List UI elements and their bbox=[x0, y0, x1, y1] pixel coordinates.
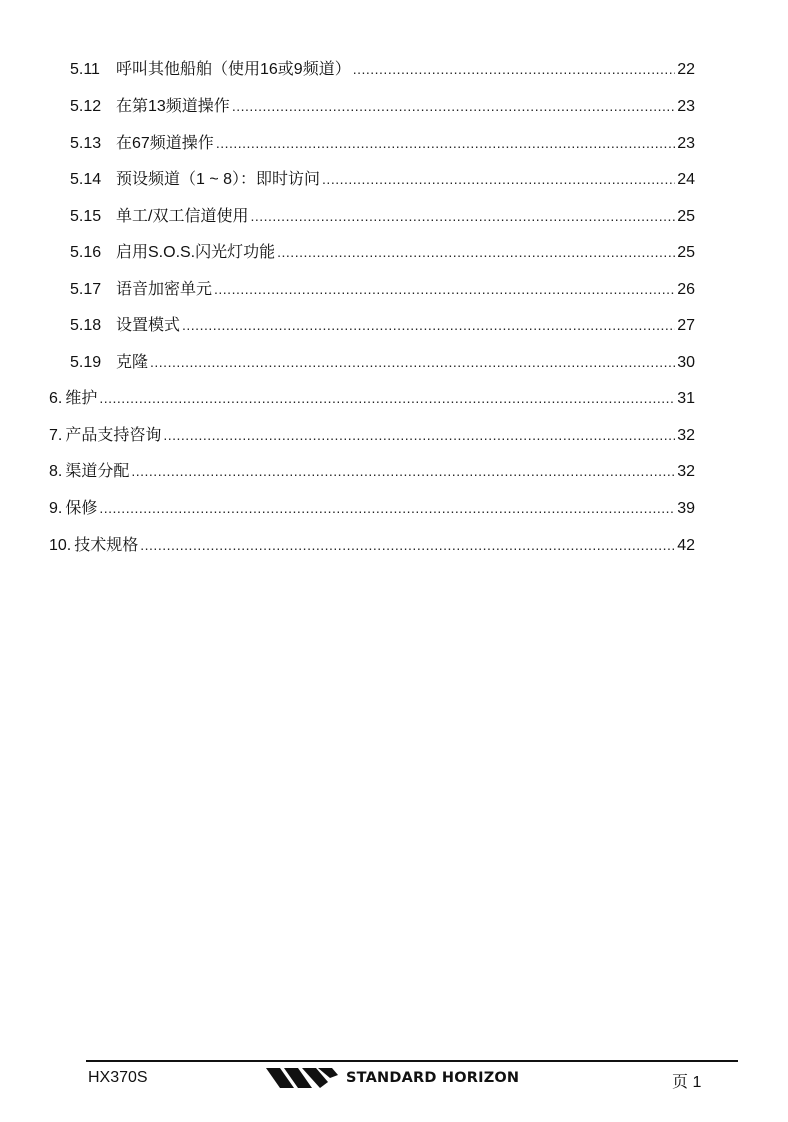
toc-number: 5.12 bbox=[70, 98, 102, 115]
toc-leader-dots bbox=[150, 349, 675, 375]
toc-leader-dots bbox=[131, 458, 675, 484]
toc-title: 在67频道操作 bbox=[116, 135, 214, 152]
toc-leader-dots bbox=[250, 203, 675, 229]
toc-page-number: 30 bbox=[677, 354, 695, 371]
toc-entry[interactable] bbox=[49, 495, 695, 521]
toc-page-number: 23 bbox=[677, 135, 695, 152]
toc-page-number: 24 bbox=[677, 171, 695, 188]
toc-page-number: 26 bbox=[677, 281, 695, 298]
toc-number: 7. bbox=[49, 427, 63, 444]
toc-leader-dots bbox=[99, 385, 675, 411]
toc-leader-dots bbox=[163, 422, 675, 448]
toc-title: 单工/双工信道使用 bbox=[116, 208, 249, 225]
toc-entry[interactable] bbox=[70, 312, 695, 338]
standard-horizon-logo-icon bbox=[266, 1066, 338, 1090]
toc-number: 5.19 bbox=[70, 354, 102, 371]
toc-title: 技术规格 bbox=[74, 537, 139, 554]
toc-page-number: 32 bbox=[677, 427, 695, 444]
toc-page-number: 31 bbox=[677, 390, 695, 407]
toc-page-number: 39 bbox=[677, 500, 695, 517]
toc-number: 5.17 bbox=[70, 281, 102, 298]
toc-page-number: 25 bbox=[677, 244, 695, 261]
toc-entry[interactable] bbox=[70, 349, 695, 375]
toc-number: 9. bbox=[49, 500, 63, 517]
toc-entry[interactable] bbox=[70, 276, 695, 302]
footer-brand-logo bbox=[266, 1066, 519, 1090]
toc-number: 10. bbox=[49, 537, 72, 554]
toc-title: 启用S.O.S.闪光灯功能 bbox=[116, 244, 276, 261]
toc-page-number: 25 bbox=[677, 208, 695, 225]
toc-leader-dots bbox=[140, 532, 675, 558]
toc-number: 5.14 bbox=[70, 171, 102, 188]
toc-title: 克隆 bbox=[116, 354, 149, 371]
toc-page-number: 23 bbox=[677, 98, 695, 115]
toc-number: 6. bbox=[49, 390, 63, 407]
toc-leader-dots bbox=[277, 239, 675, 265]
toc-entry[interactable] bbox=[70, 56, 695, 82]
toc-number: 5.15 bbox=[70, 208, 102, 225]
toc-entry[interactable] bbox=[70, 93, 695, 119]
toc-leader-dots bbox=[216, 130, 675, 156]
toc-title: 设置模式 bbox=[116, 317, 181, 334]
toc-title: 产品支持咨询 bbox=[65, 427, 162, 444]
toc-page-number: 42 bbox=[677, 537, 695, 554]
toc-entry[interactable] bbox=[70, 239, 695, 265]
toc-entry[interactable] bbox=[70, 203, 695, 229]
footer-model-name: HX370S bbox=[88, 1069, 148, 1086]
toc-title: 渠道分配 bbox=[65, 463, 130, 480]
toc-entry[interactable] bbox=[49, 422, 695, 448]
toc-page-number: 27 bbox=[677, 317, 695, 334]
toc-title: 维护 bbox=[65, 390, 98, 407]
toc-leader-dots bbox=[214, 276, 675, 302]
toc-entry[interactable] bbox=[70, 130, 695, 156]
toc-leader-dots bbox=[353, 56, 676, 82]
toc-leader-dots bbox=[182, 312, 675, 338]
toc-title: 预设频道（1 ~ 8）：即时访问 bbox=[116, 171, 321, 188]
toc-number: 5.16 bbox=[70, 244, 102, 261]
toc-title: 呼叫其他船舶（使用16或9频道） bbox=[116, 61, 351, 78]
toc-page-number: 22 bbox=[677, 61, 695, 78]
toc-entry[interactable] bbox=[70, 166, 695, 192]
toc-number: 8. bbox=[49, 463, 63, 480]
toc-entry[interactable] bbox=[49, 532, 695, 558]
footer-page-number: 页 1 bbox=[672, 1074, 702, 1091]
toc-title: 在第13频道操作 bbox=[116, 98, 230, 115]
toc-entry[interactable] bbox=[49, 458, 695, 484]
toc-page-number: 32 bbox=[677, 463, 695, 480]
toc-number: 5.11 bbox=[70, 61, 100, 78]
toc-leader-dots bbox=[322, 166, 675, 192]
toc-title: 保修 bbox=[65, 500, 98, 517]
toc-number: 5.13 bbox=[70, 135, 102, 152]
toc-title: 语音加密单元 bbox=[116, 281, 213, 298]
toc-leader-dots bbox=[232, 93, 675, 119]
toc-number: 5.18 bbox=[70, 317, 102, 334]
toc-entry[interactable] bbox=[49, 385, 695, 411]
footer-brand-name: STANDARD HORIZON bbox=[346, 1070, 520, 1086]
toc-leader-dots bbox=[99, 495, 675, 521]
footer-divider bbox=[86, 1060, 738, 1062]
